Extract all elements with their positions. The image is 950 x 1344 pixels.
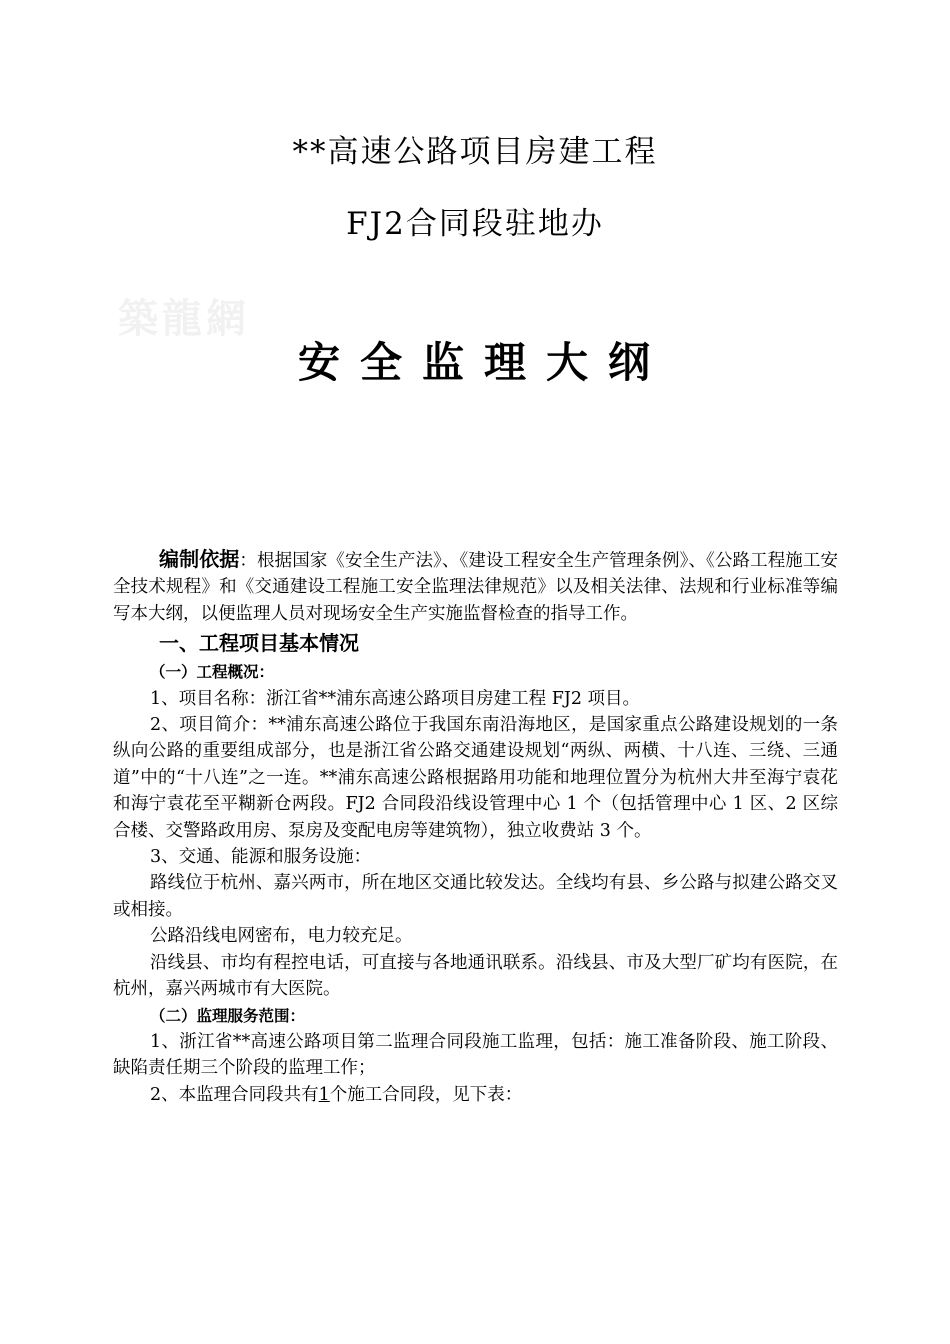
watermark-logo: 築龍網 (118, 295, 250, 342)
project-title: **高速公路项目房建工程 (292, 134, 658, 170)
paragraph-power: 公路沿线电网密布，电力较充足。 (150, 926, 413, 947)
item-scope-1: 1、浙江省**高速公路项目第二监理合同段施工监理，包括：施工准备阶段、施工阶段、缺陷责任期三个阶段的监理工作； (113, 1031, 838, 1079)
contract-count: 1 (318, 1084, 330, 1105)
item-project-intro: 2、项目简介：**浦东高速公路位于我国东南沿海地区，是国家重点公路建设规划的一条纵向公路的重要组成部分，也是浙江省公路交通建设规划“两纵、两横、十八连、三绕、三通道”中的“十八连”之一连。**浦东高速公路根据路用功能和地理位置分为杭州大井至海宁袁花和海宁袁花至平糊新仓两段。FJ2 合同段沿线设管理中心 1 个（包括管理中心 1 区、2 区综合楼、交警路政用房、泵房及变配电房等建筑物），独立收费站 3 个。 (113, 715, 838, 841)
basis-text: ：根据国家《安全生产法》、《建设工程安全生产管理条例》、《公路工程施工安全技术规程》和《交通建设工程施工安全监理法律规范》以及相关法律、法规和行业标准等编写本大纲，以便监理人员对现场安全生产实施监督检查的指导工作。 (113, 551, 839, 624)
subsection-heading-overview: （一）工程概况： (150, 663, 275, 682)
paragraph-telecom: 沿线县、市均有程控电话，可直接与各地通讯联系。沿线县、市及大型厂矿均有医院，在杭州，嘉兴两城市有大医院。 (113, 952, 838, 1000)
item-project-name: 1、项目名称：浙江省**浦东高速公路项目房建工程 FJ2 项目。 (150, 688, 641, 709)
item-scope-2 (113, 1082, 838, 1108)
item-scope-2-suffix: 个施工合同段，见下表： (329, 1084, 523, 1105)
contract-section-title: FJ2合同段驻地办 (346, 206, 604, 242)
subsection-heading-scope: （二）监理服务范围： (150, 1006, 306, 1025)
item-facilities: 3、交通、能源和服务设施： (150, 847, 372, 868)
basis-label: 编制依据 (159, 547, 240, 571)
document-body (113, 546, 838, 1108)
basis-paragraph (113, 546, 838, 627)
document-main-title: 安全监理大纲 (297, 338, 670, 387)
item-scope-2-prefix: 2、本监理合同段共有 (150, 1084, 319, 1105)
paragraph-traffic: 路线位于杭州、嘉兴两市，所在地区交通比较发达。全线均有县、乡公路与拟建公路交叉或相接。 (113, 873, 838, 920)
section-heading: 一、工程项目基本情况 (159, 631, 359, 656)
